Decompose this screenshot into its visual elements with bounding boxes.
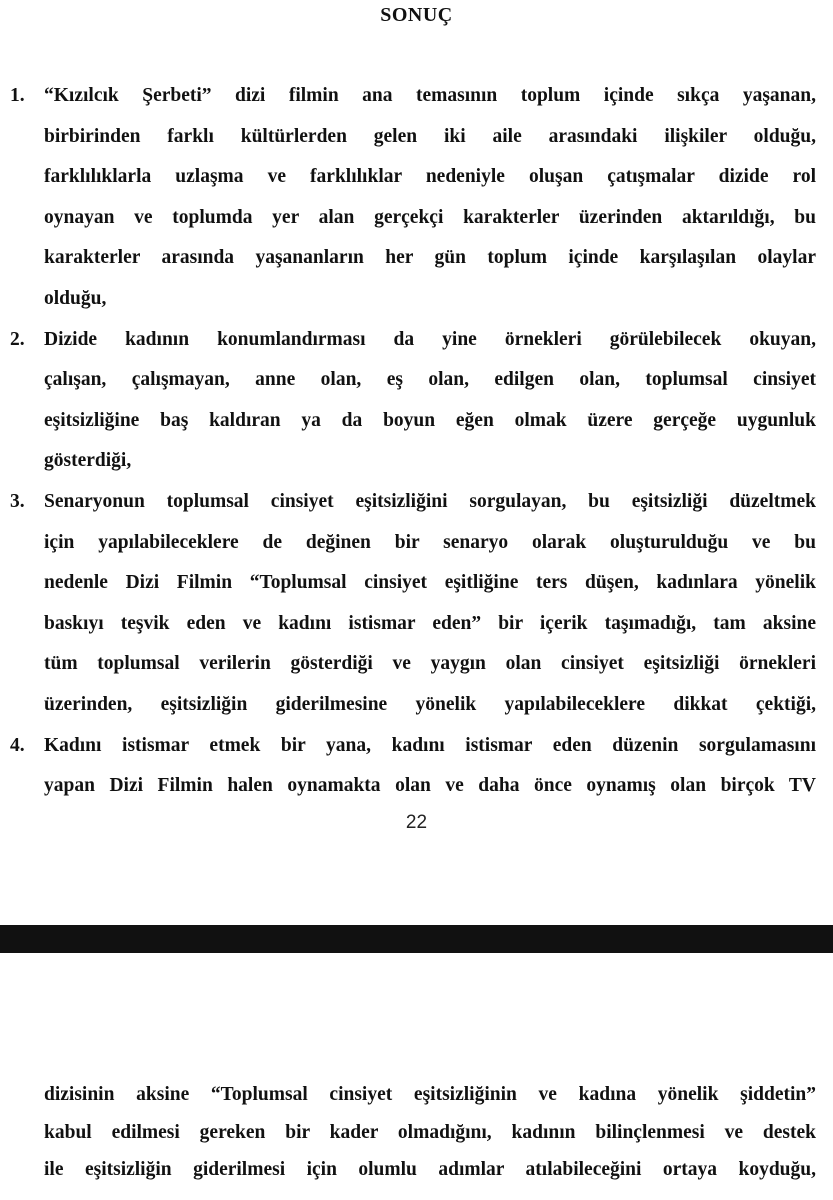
text-line: Senaryonun toplumsal cinsiyet eşitsizliğini sorgulayan, bu eşitsizliği düzeltmek <box>44 490 816 512</box>
text-line: Kadını istismar etmek bir yana, kadını istismar eden düzenin sorgulamasını <box>44 734 816 756</box>
text-line: birbirinden farklı kültürlerden gelen iki aile arasındaki ilişkiler olduğu, <box>44 125 816 147</box>
text-line: çalışan, çalışmayan, anne olan, eş olan, edilgen olan, toplumsal cinsiyet <box>44 369 816 391</box>
text-line: Dizide kadının konumlandırması da yine örnekleri görülebilecek okuyan, <box>44 328 816 350</box>
page-separator <box>0 925 833 953</box>
text-line: eşitsizliğine baş kaldıran ya da boyun eğen olmak üzere gerçeğe uygunluk <box>44 409 816 431</box>
text-line: gösterdiği, <box>44 450 132 472</box>
text-line: için yapılabileceklere de değinen bir senaryo olarak oluşturulduğu ve bu <box>44 531 816 553</box>
conclusion-list <box>0 76 833 807</box>
page-number: 22 <box>405 812 428 833</box>
item-number: 1. <box>10 85 25 106</box>
document-page-next <box>0 953 833 1200</box>
item-number: 4. <box>10 734 25 756</box>
continuation-text <box>0 1076 833 1189</box>
item-number: 3. <box>10 490 25 512</box>
text-line: olduğu, <box>44 287 107 309</box>
text-line: kabul edilmesi gereken bir kader olmadığını, kadının bilinçlenmesi ve destek <box>44 1121 816 1143</box>
text-line: oynayan ve toplumda yer alan gerçekçi karakterler üzerinden aktarıldığı, bu <box>44 206 816 228</box>
text-line: dizisinin aksine “Toplumsal cinsiyet eşitsizliğinin ve kadına yönelik şiddetin” <box>44 1084 816 1105</box>
text-line: tüm toplumsal verilerin gösterdiği ve yaygın olan cinsiyet eşitsizliği örnekleri <box>44 653 816 675</box>
text-line: “Kızılcık Şerbeti” dizi filmin ana temasının toplum içinde sıkça yaşanan, <box>44 85 816 106</box>
list-item <box>0 76 833 320</box>
text-line: nedenle Dizi Filmin “Toplumsal cinsiyet eşitliğine ters düşen, kadınlara yönelik <box>44 572 816 594</box>
text-line: karakterler arasında yaşananların her gün toplum içinde karşılaşılan olaylar <box>44 247 816 269</box>
text-line: farklılıklarla uzlaşma ve farklılıklar nedeniyle oluşan çatışmalar dizide rol <box>44 166 816 188</box>
list-item <box>0 320 833 482</box>
text-line: üzerinden, eşitsizliğin giderilmesine yönelik yapılabileceklere dikkat çektiği, <box>44 693 816 715</box>
item-number: 2. <box>10 328 25 350</box>
section-heading: SONUÇ <box>380 4 453 26</box>
text-line: ile eşitsizliğin giderilmesi için olumlu adımlar atılabileceğini ortaya koyduğu, <box>44 1159 816 1180</box>
list-item <box>0 726 833 807</box>
list-item <box>0 482 833 726</box>
text-line: yapan Dizi Filmin halen oynamakta olan ve daha önce oynamış olan birçok TV <box>44 775 816 797</box>
text-line: baskıyı teşvik eden ve kadını istismar eden” bir içerik taşımadığı, tam aksine <box>44 612 816 634</box>
